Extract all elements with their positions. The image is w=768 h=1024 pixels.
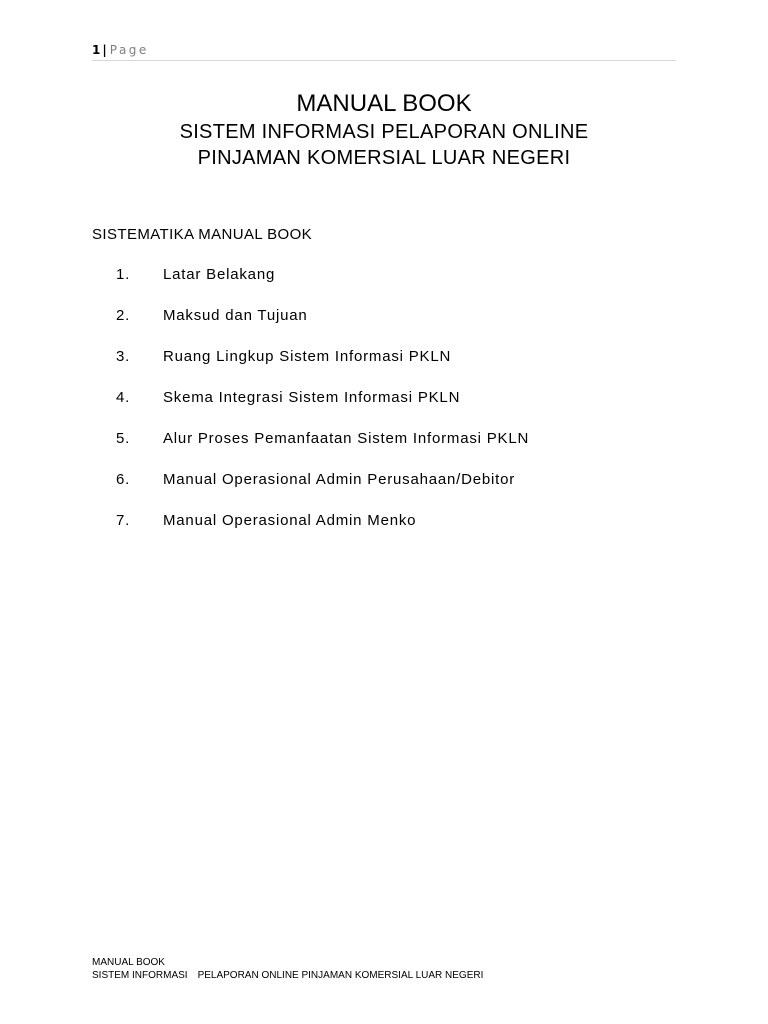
footer-line-2-part-1: SISTEM INFORMASI xyxy=(92,970,188,981)
toc-item-label: Manual Operasional Admin Perusahaan/Debitor xyxy=(163,471,516,488)
document-title: MANUAL BOOK xyxy=(296,90,472,117)
page-number: 1 xyxy=(92,43,101,57)
page-separator: | xyxy=(102,43,107,57)
page-footer xyxy=(92,956,483,982)
toc-item-label: Latar Belakang xyxy=(163,266,276,283)
toc-item-label: Manual Operasional Admin Menko xyxy=(163,512,417,529)
footer-line-2 xyxy=(92,969,483,982)
page-header xyxy=(92,43,676,61)
toc-item-label: Ruang Lingkup Sistem Informasi PKLN xyxy=(163,348,452,365)
toc-item-number: 2. xyxy=(116,307,131,324)
toc-item-label: Alur Proses Pemanfaatan Sistem Informasi PKLN xyxy=(163,430,530,447)
document-subtitle-line-2: PINJAMAN KOMERSIAL LUAR NEGERI xyxy=(197,147,571,169)
document-subtitle-line-1: SISTEM INFORMASI PELAPORAN ONLINE xyxy=(179,121,589,143)
page-word: Page xyxy=(109,43,149,57)
toc-item-number: 5. xyxy=(116,430,131,447)
footer-line-1: MANUAL BOOK xyxy=(92,957,165,968)
toc-item-label: Maksud dan Tujuan xyxy=(163,307,308,324)
toc-item-number: 1. xyxy=(116,266,131,283)
section-heading: SISTEMATIKA MANUAL BOOK xyxy=(92,226,313,243)
toc-item-number: 3. xyxy=(116,348,131,365)
toc-item-number: 6. xyxy=(116,471,131,488)
toc-item-number: 4. xyxy=(116,389,131,406)
toc-item-label: Skema Integrasi Sistem Informasi PKLN xyxy=(163,389,461,406)
footer-line-2-part-2: PELAPORAN ONLINE PINJAMAN KOMERSIAL LUAR NEGERI xyxy=(197,970,484,981)
document-title-block xyxy=(0,89,768,171)
toc-item-number: 7. xyxy=(116,512,131,529)
